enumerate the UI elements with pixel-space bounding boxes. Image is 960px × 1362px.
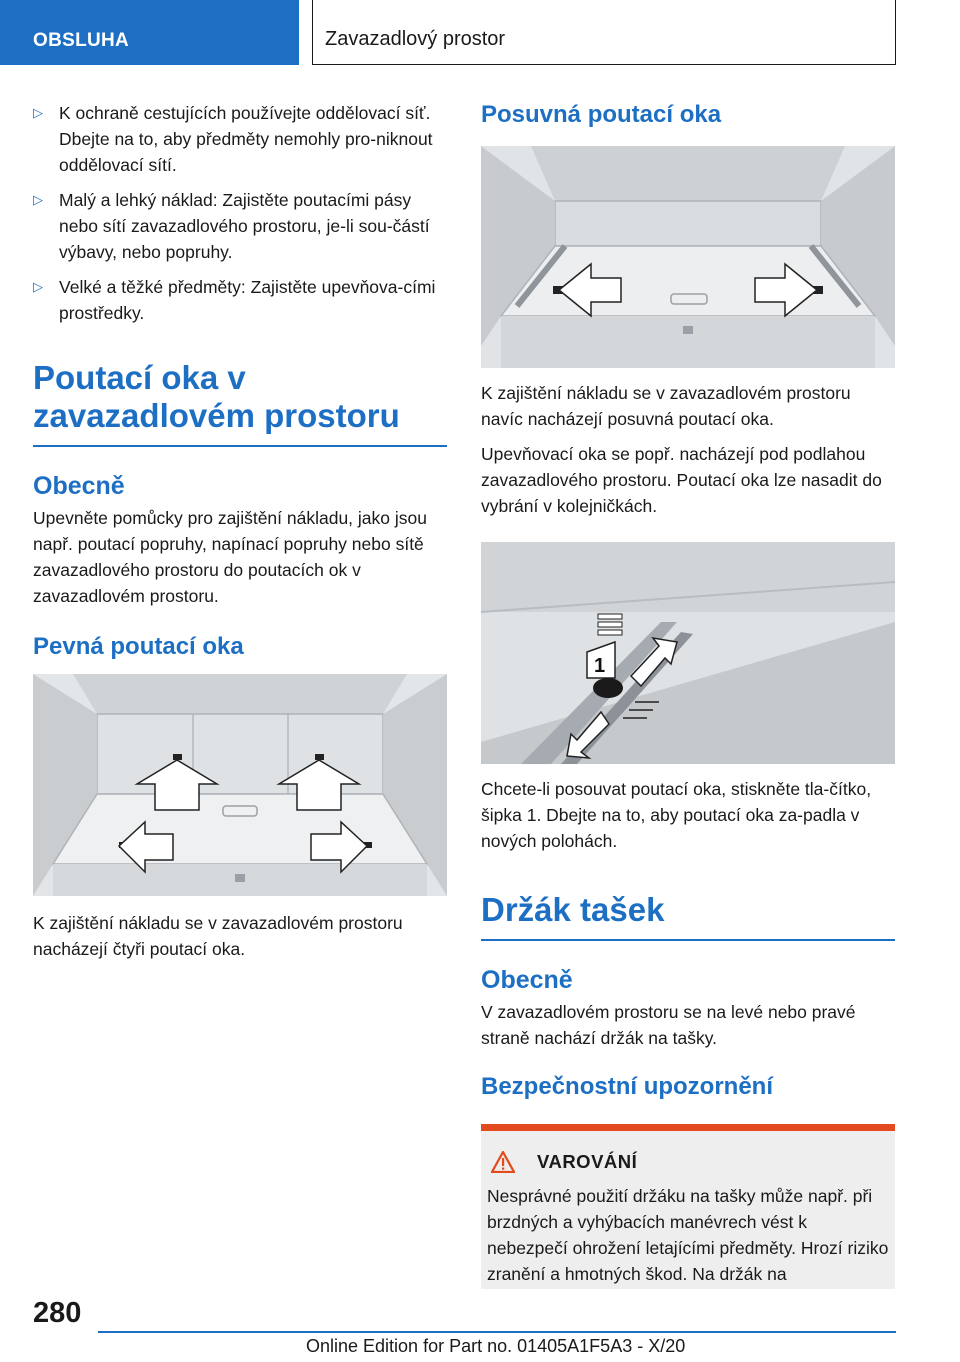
page-number: 280: [33, 1297, 82, 1329]
warning-text: Nesprávné použití držáku na tašky může např. při brzdných a vyhýbacích manévrech vést k nebezpečí ohrožení letajícími předměty. Hrozí riziko zranění a hmotných škod. Na držák na: [487, 1186, 889, 1284]
callout-label: 1: [594, 655, 606, 677]
cargo-area-sliding-lugs-image: [481, 146, 895, 368]
list-item: [33, 100, 447, 178]
warning-title: VAROVÁNÍ: [537, 1151, 638, 1172]
bullet-text: Velké a těžké předměty: Zajistěte upevňova-cími prostředky.: [59, 277, 436, 323]
warning-box: [481, 1124, 895, 1289]
right-column: [481, 100, 895, 1289]
fixed-lugs-paragraph: K zajištění nákladu se v zavazadlovém prostoru nacházejí čtyři poutací oka.: [33, 913, 403, 959]
bullet-triangle-icon: ▷: [33, 105, 43, 120]
heading-bag-holder: Držák tašek: [481, 891, 665, 928]
bag-holder-paragraph: V zavazadlovém prostoru se na levé nebo pravé straně nachází držák na tašky.: [481, 1002, 856, 1048]
bullet-text: Malý a lehký náklad: Zajistěte poutacími pásy nebo sítí zavazadlového prostoru, je-li sou-částí výbavy, nebo popruhy.: [59, 190, 430, 262]
general-paragraph: Upevněte pomůcky pro zajištění nákladu, jako jsou např. poutací popruhy, napínací popruhy nebo sítě zavazadlového prostoru do poutacích ok v zavazadlovém prostoru.: [33, 508, 427, 606]
sliding-lug-rail-image: [481, 542, 895, 764]
section-title: Zavazadlový prostor: [312, 0, 896, 65]
sliding-paragraph-3: Chcete-li posouvat poutací oka, stiskněte tla-čítko, šipka 1. Dbejte na to, aby poutací oka za-padla v nových polohách.: [481, 779, 872, 851]
footer-rule: [98, 1331, 896, 1333]
sliding-paragraph-1: K zajištění nákladu se v zavazadlovém prostoru navíc nacházejí posuvná poutací oka.: [481, 383, 851, 429]
heading-sliding-lugs: Posuvná poutací oka: [481, 101, 722, 128]
bullet-triangle-icon: ▷: [33, 192, 43, 207]
cargo-area-fixed-lugs-image: [33, 674, 447, 896]
warning-title-row: [487, 1151, 889, 1173]
heading-safety: Bezpečnostní upozornění: [481, 1073, 774, 1100]
chapter-tab[interactable]: OBSLUHA: [0, 0, 299, 65]
footer-edition: Online Edition for Part no. 01405A1F5A3 - X/20: [306, 1336, 686, 1356]
heading-tie-down-lugs: Poutací oka v zavazadlovém prostoru: [33, 359, 400, 434]
bullet-triangle-icon: ▷: [33, 279, 43, 294]
heading-fixed-lugs: Pevná poutací oka: [33, 633, 244, 660]
heading-general: Obecně: [33, 472, 125, 500]
bullet-text: K ochraně cestujících používejte oddělovací síť. Dbejte na to, aby předměty nemohly pro-niknout oddělovací sítí.: [59, 103, 433, 175]
list-item: [33, 187, 447, 265]
list-item: [33, 274, 447, 326]
left-column: [33, 100, 447, 971]
warning-triangle-icon: [491, 1151, 515, 1173]
sliding-paragraph-2: Upevňovací oka se popř. nacházejí pod podlahou zavazadlového prostoru. Poutací oka lze nasadit do vybrání v kolejničkách.: [481, 444, 882, 516]
heading-general: Obecně: [481, 966, 573, 994]
